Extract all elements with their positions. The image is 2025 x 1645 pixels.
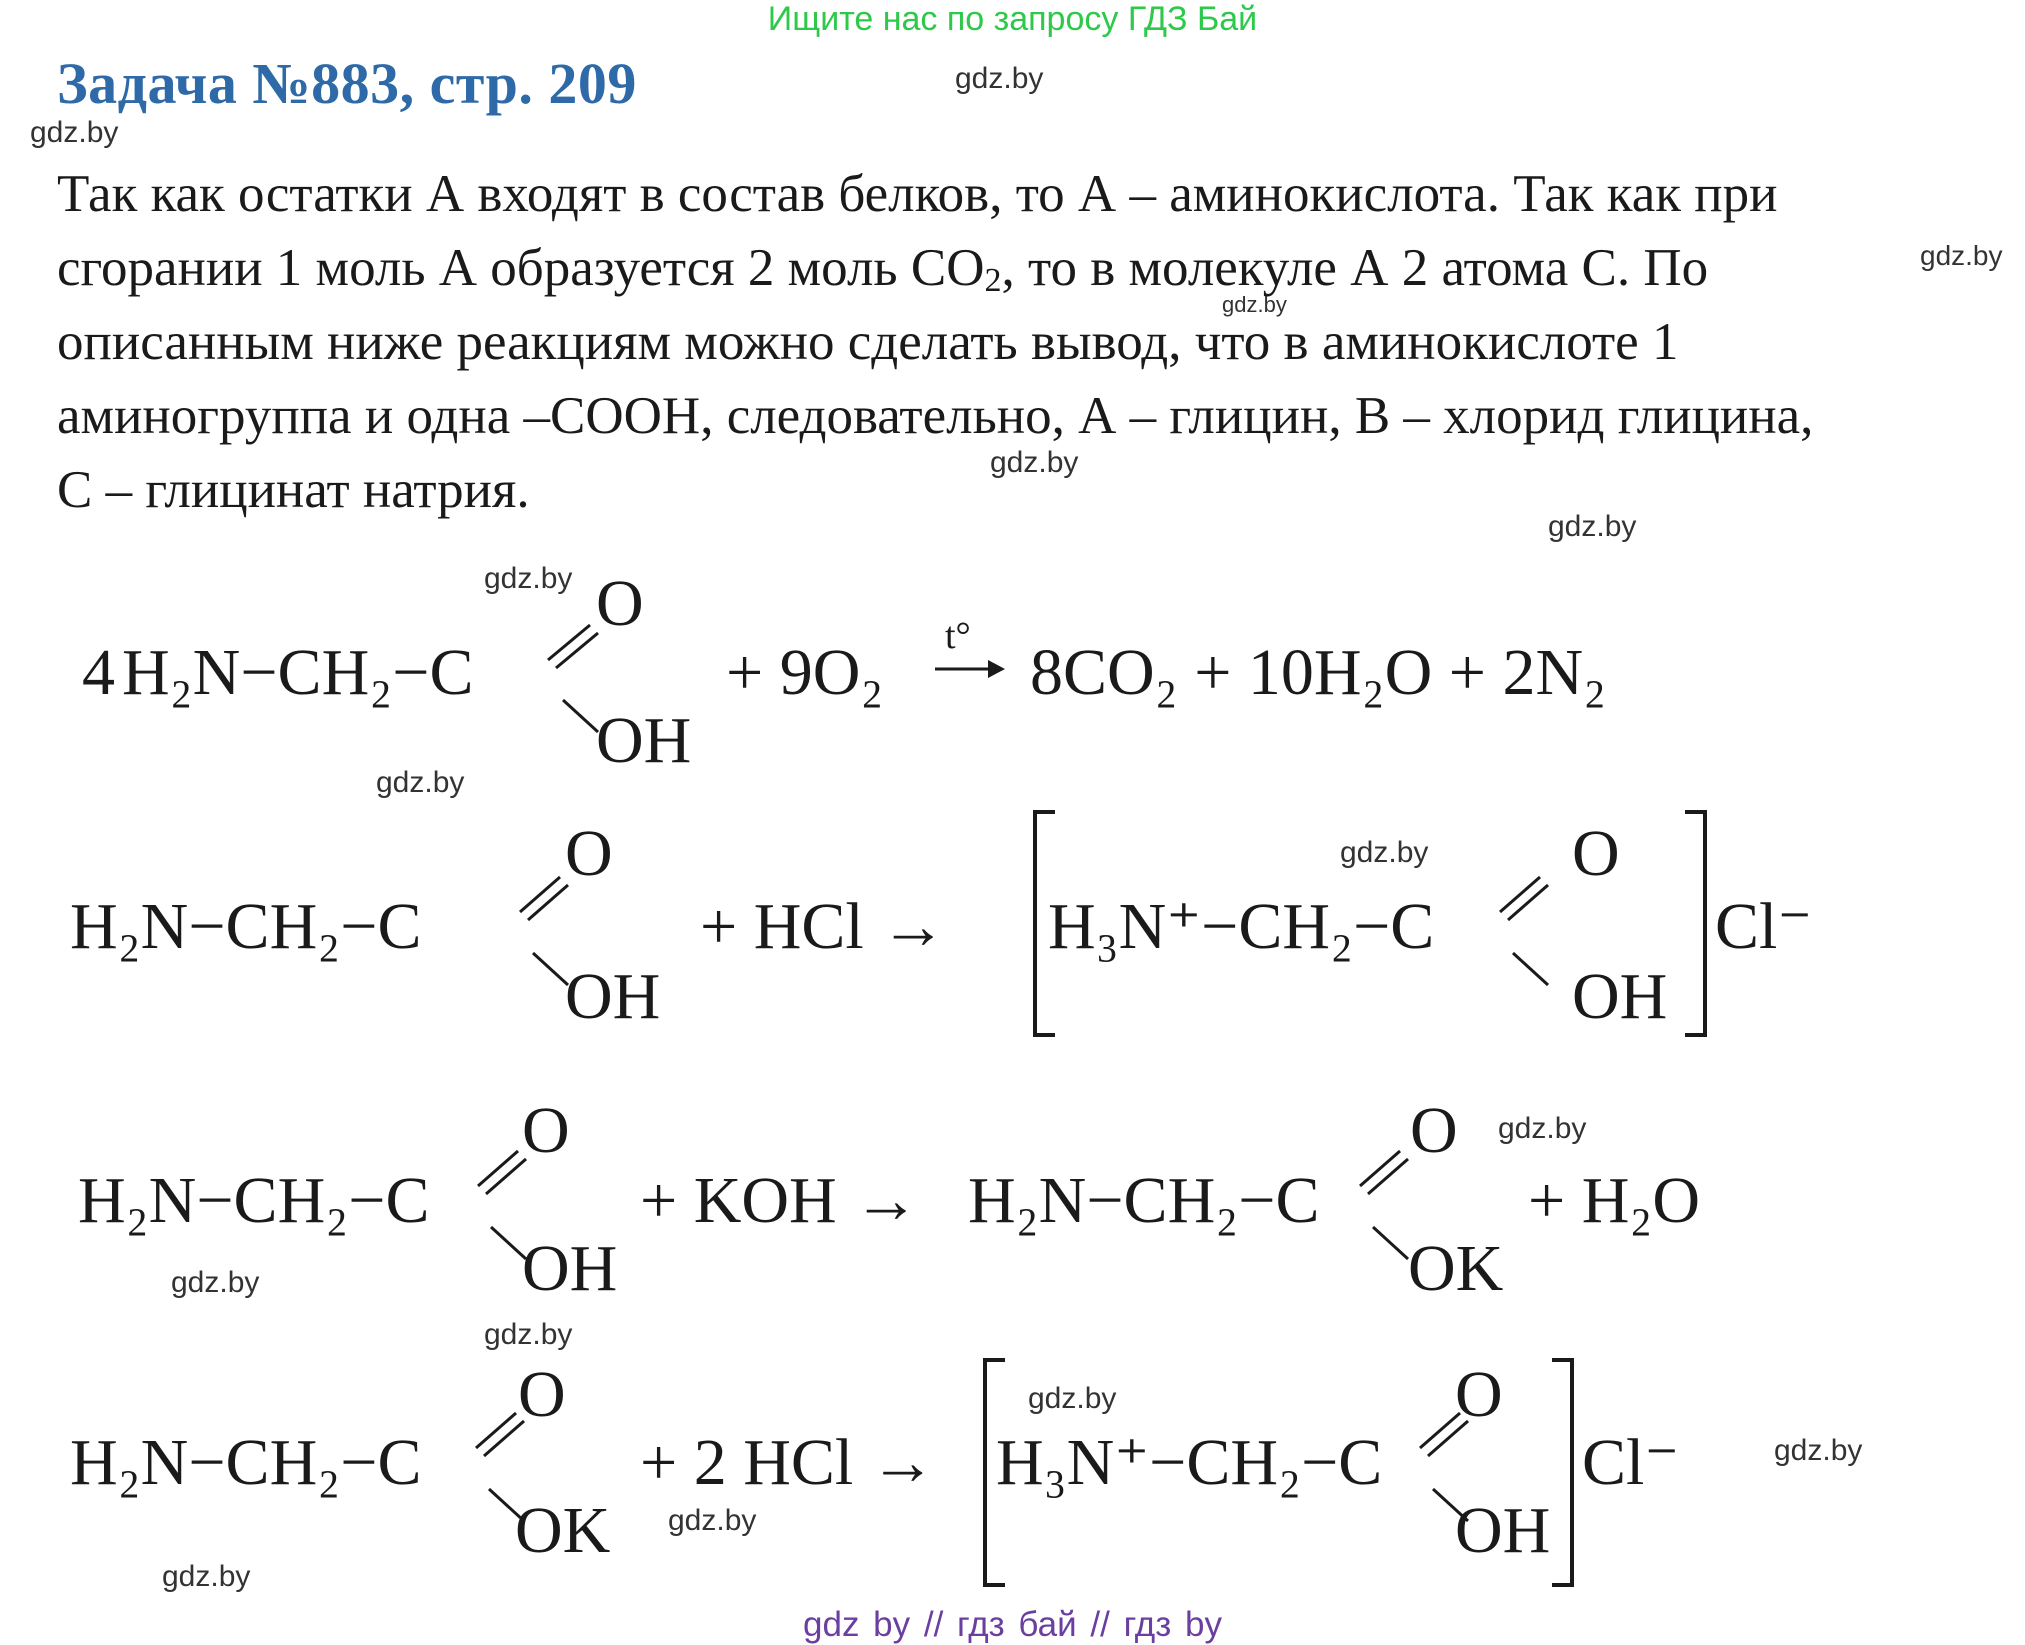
single-bond [491,1227,526,1259]
watermark: gdz.by [484,562,573,595]
combustion-products: 8CO₂ + 10H₂O + 2N₂ [1030,636,1607,709]
watermark: gdz.by [1222,292,1287,317]
single-bond [563,700,598,732]
hcl-reagent: + HCl → [700,890,947,963]
watermark: gdz.by [162,1560,251,1593]
watermark: gdz.by [1920,240,2003,271]
double-bond [1420,1413,1460,1448]
potassium-salt-group: OK [515,1494,611,1567]
right-bracket [1552,1360,1572,1585]
task-title: Задача №883, стр. 209 [57,51,637,116]
oxygen-reagent: + 9O₂ [726,636,884,709]
carbonyl-oxygen: O [596,567,644,640]
coefficient: 4 [82,636,115,709]
carbonyl-oxygen: O [1410,1094,1458,1167]
arrow-head [988,660,1005,678]
equation-2hcl [70,1358,1679,1585]
subscript: 2 [984,262,1002,299]
watermark: gdz.by [30,116,119,149]
double-bond [556,633,598,668]
double-bond [1368,1159,1408,1194]
equation-combustion [82,567,1606,777]
equation-hcl [70,812,1812,1035]
single-bond [1513,953,1548,985]
text-fragment: сгорании 1 моль А образуется 2 моль СО [57,239,985,297]
hydroxyl-group: OH [565,960,661,1033]
hydroxyl-group: OH [1455,1494,1551,1567]
water-product: + H₂O [1528,1164,1701,1237]
glycinate-chain: H₂N−CH₂−C [70,1426,422,1499]
single-bond [533,953,568,985]
search-banner: Ищите нас по запросу ГДЗ Бай [767,0,1258,38]
carbonyl-oxygen: O [1455,1358,1503,1431]
watermark: gdz.by [1340,836,1429,869]
equation-koh [78,1094,1700,1305]
text-line: С – глицинат натрия. [57,461,530,519]
text-fragment: , то в молекуле А 2 атома С. По [1001,239,1709,297]
glycine-chain: H₂N−CH₂−C [122,636,474,709]
watermark: gdz.by [171,1266,260,1299]
carbonyl-oxygen: O [522,1094,570,1167]
watermark: gdz.by [376,766,465,799]
double-bond [478,1151,518,1186]
text-line: аминогруппа и одна –СООН, следовательно, А – глицин, В – хлорид глицина, [57,387,1814,445]
glycinate-chain: H₂N−CH₂−C [968,1164,1320,1237]
double-bond [1360,1151,1400,1186]
glycinium-chain: H₃N⁺−CH₂−C [1048,890,1435,963]
double-bond [548,625,590,660]
hydroxyl-group: OH [1572,960,1668,1033]
watermark: gdz.by [1774,1434,1863,1467]
double-bond [1500,877,1540,912]
watermark: gdz.by [1028,1382,1117,1415]
watermark: gdz.by [668,1504,757,1537]
glycine-chain: H₂N−CH₂−C [70,890,422,963]
glycinium-chain: H₃N⁺−CH₂−C [996,1426,1383,1499]
chloride-ion: Cl⁻ [1715,890,1813,963]
watermark: gdz.by [990,446,1079,479]
koh-reagent: + KOH → [640,1164,920,1237]
hydroxyl-group: OH [596,704,692,777]
footer-links: gdz by // гдз бай // гдз by [803,1605,1222,1644]
carbonyl-oxygen: O [565,817,613,890]
double-bond [520,877,560,912]
carbonyl-oxygen: O [518,1358,566,1431]
watermark: gdz.by [484,1318,573,1351]
double-bond [486,1159,526,1194]
right-bracket [1685,812,1705,1035]
hcl-reagent: + 2 HCl → [640,1426,936,1499]
watermark: gdz.by [955,62,1044,95]
watermark: gdz.by [1498,1112,1587,1145]
text-line: описанным ниже реакциям можно сделать вывод, что в аминокислоте 1 [57,313,1679,371]
glycine-chain: H₂N−CH₂−C [78,1164,430,1237]
potassium-salt-group: OK [1408,1232,1504,1305]
text-line: Так как остатки А входят в состав белков, то А – аминокислота. Так как при [57,165,1778,223]
double-bond [1508,885,1548,920]
heat-condition: t° [945,615,971,657]
double-bond [476,1413,516,1448]
watermark: gdz.by [1548,510,1637,543]
carbonyl-oxygen: O [1572,817,1620,890]
chloride-ion: Cl⁻ [1582,1426,1680,1499]
double-bond [528,885,568,920]
single-bond [1373,1227,1408,1259]
hydroxyl-group: OH [522,1232,618,1305]
